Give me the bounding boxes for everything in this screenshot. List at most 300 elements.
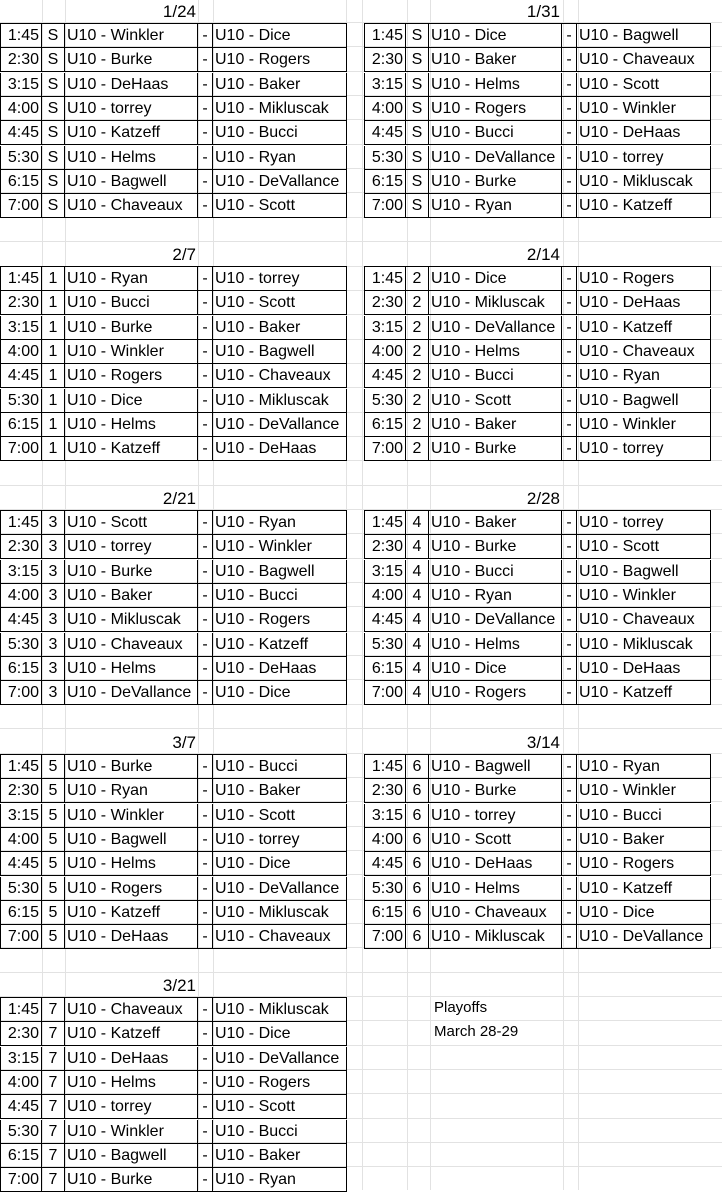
- away-team: U10 - Dice: [213, 681, 347, 705]
- field: S: [42, 194, 65, 218]
- separator: -: [198, 1095, 213, 1119]
- game-time: 5:30: [364, 146, 406, 170]
- game-row: [364, 267, 711, 291]
- game-row: [0, 998, 347, 1022]
- separator: -: [562, 804, 577, 828]
- field: 1: [42, 267, 65, 291]
- game-row: [0, 1144, 347, 1168]
- home-team: U10 - Burke: [65, 316, 198, 340]
- week-schedule-table: [0, 487, 347, 707]
- separator: -: [562, 24, 577, 48]
- separator: -: [562, 633, 577, 657]
- field: 2: [406, 340, 429, 364]
- game-time: 4:00: [364, 340, 406, 364]
- field: 6: [406, 925, 429, 949]
- field: 1: [42, 291, 65, 315]
- home-team: U10 - DeVallance: [429, 608, 562, 632]
- field: 3: [42, 681, 65, 705]
- home-team: U10 - Burke: [65, 755, 198, 779]
- field: S: [406, 24, 429, 48]
- field: 4: [406, 560, 429, 584]
- game-row: [364, 608, 711, 632]
- field: 7: [42, 998, 65, 1022]
- separator: -: [198, 291, 213, 315]
- game-time: 5:30: [0, 1120, 42, 1144]
- separator: -: [198, 584, 213, 608]
- away-team: U10 - Winkler: [577, 413, 711, 437]
- game-time: 7:00: [364, 681, 406, 705]
- away-team: U10 - Scott: [213, 804, 347, 828]
- away-team: U10 - Chaveaux: [213, 925, 347, 949]
- away-team: U10 - Rogers: [577, 267, 711, 291]
- game-time: 4:00: [364, 97, 406, 121]
- home-team: U10 - Helms: [65, 1071, 198, 1095]
- home-team: U10 - Ryan: [65, 779, 198, 803]
- game-time: 3:15: [364, 316, 406, 340]
- away-team: U10 - Bucci: [213, 1120, 347, 1144]
- home-team: U10 - Katzeff: [65, 1022, 198, 1046]
- home-team: U10 - DeHaas: [65, 73, 198, 97]
- away-team: U10 - Katzeff: [577, 681, 711, 705]
- game-time: 5:30: [364, 877, 406, 901]
- game-row: [0, 97, 347, 121]
- game-row: [0, 535, 347, 559]
- away-team: U10 - Chaveaux: [577, 340, 711, 364]
- home-team: U10 - DeVallance: [429, 146, 562, 170]
- separator: -: [562, 755, 577, 779]
- game-time: 6:15: [0, 413, 42, 437]
- game-row: [364, 73, 711, 97]
- away-team: U10 - Winkler: [577, 584, 711, 608]
- separator: -: [198, 828, 213, 852]
- separator: -: [562, 560, 577, 584]
- game-time: 3:15: [0, 560, 42, 584]
- game-time: 5:30: [364, 633, 406, 657]
- week-date-header: 1/24: [162, 2, 196, 21]
- week-date-header: 3/7: [172, 733, 196, 752]
- game-row: [0, 633, 347, 657]
- game-time: 1:45: [0, 267, 42, 291]
- away-team: U10 - Ryan: [213, 1168, 347, 1192]
- game-time: 4:45: [364, 121, 406, 145]
- game-row: [364, 24, 711, 48]
- game-row: [0, 657, 347, 681]
- game-row: [364, 170, 711, 194]
- grid-row-line: [0, 728, 722, 729]
- away-team: U10 - Ryan: [577, 364, 711, 388]
- away-team: U10 - Katzeff: [213, 633, 347, 657]
- home-team: U10 - Ryan: [429, 584, 562, 608]
- home-team: U10 - Burke: [65, 560, 198, 584]
- field: 2: [406, 413, 429, 437]
- home-team: U10 - Burke: [429, 779, 562, 803]
- week-date-header: 3/21: [162, 976, 196, 995]
- game-time: 7:00: [0, 1168, 42, 1192]
- game-time: 7:00: [364, 194, 406, 218]
- game-time: 3:15: [364, 560, 406, 584]
- game-time: 4:45: [0, 852, 42, 876]
- away-team: U10 - Winkler: [577, 779, 711, 803]
- game-row: [0, 316, 347, 340]
- game-time: 4:45: [0, 121, 42, 145]
- week-schedule-table: [364, 731, 711, 951]
- game-time: 6:15: [364, 901, 406, 925]
- separator: -: [198, 1120, 213, 1144]
- away-team: U10 - Rogers: [213, 608, 347, 632]
- home-team: U10 - torrey: [65, 1095, 198, 1119]
- away-team: U10 - Dice: [577, 901, 711, 925]
- away-team: U10 - Dice: [213, 24, 347, 48]
- home-team: U10 - Winkler: [65, 24, 198, 48]
- home-team: U10 - Katzeff: [65, 121, 198, 145]
- field: 1: [42, 437, 65, 461]
- away-team: U10 - DeVallance: [213, 877, 347, 901]
- away-team: U10 - DeVallance: [213, 170, 347, 194]
- home-team: U10 - Scott: [429, 389, 562, 413]
- separator: -: [198, 852, 213, 876]
- separator: -: [198, 389, 213, 413]
- game-time: 4:45: [364, 608, 406, 632]
- game-row: [364, 511, 711, 535]
- field: 4: [406, 608, 429, 632]
- home-team: U10 - Mikluscak: [429, 925, 562, 949]
- home-team: U10 - Helms: [429, 340, 562, 364]
- game-time: 6:15: [364, 413, 406, 437]
- home-team: U10 - Baker: [429, 48, 562, 72]
- game-time: 2:30: [364, 535, 406, 559]
- field: 4: [406, 633, 429, 657]
- field: 6: [406, 804, 429, 828]
- home-team: U10 - Bucci: [429, 560, 562, 584]
- game-row: [364, 194, 711, 218]
- game-time: 6:15: [0, 657, 42, 681]
- game-time: 2:30: [0, 535, 42, 559]
- field: 6: [406, 852, 429, 876]
- separator: -: [198, 121, 213, 145]
- separator: -: [562, 146, 577, 170]
- game-row: [364, 877, 711, 901]
- away-team: U10 - Bagwell: [213, 560, 347, 584]
- separator: -: [198, 535, 213, 559]
- week-date-header: 2/7: [172, 245, 196, 264]
- home-team: U10 - Baker: [65, 584, 198, 608]
- separator: -: [198, 511, 213, 535]
- separator: -: [562, 170, 577, 194]
- game-time: 7:00: [0, 681, 42, 705]
- separator: -: [198, 1144, 213, 1168]
- away-team: U10 - torrey: [213, 267, 347, 291]
- separator: -: [198, 608, 213, 632]
- home-team: U10 - Helms: [65, 146, 198, 170]
- away-team: U10 - Baker: [213, 779, 347, 803]
- field: 4: [406, 681, 429, 705]
- away-team: U10 - Ryan: [213, 146, 347, 170]
- home-team: U10 - Mikluscak: [429, 291, 562, 315]
- home-team: U10 - torrey: [65, 535, 198, 559]
- game-time: 2:30: [364, 291, 406, 315]
- week-date-header: 1/31: [526, 2, 560, 21]
- game-row: [0, 194, 347, 218]
- away-team: U10 - Scott: [213, 1095, 347, 1119]
- separator: -: [198, 755, 213, 779]
- away-team: U10 - Mikluscak: [213, 998, 347, 1022]
- separator: -: [198, 560, 213, 584]
- game-time: 3:15: [364, 804, 406, 828]
- field: 5: [42, 779, 65, 803]
- away-team: U10 - Ryan: [577, 755, 711, 779]
- away-team: U10 - Winkler: [577, 97, 711, 121]
- separator: -: [562, 657, 577, 681]
- away-team: U10 - Bucci: [213, 121, 347, 145]
- game-row: [364, 633, 711, 657]
- field: S: [42, 170, 65, 194]
- game-row: [364, 389, 711, 413]
- game-row: [0, 828, 347, 852]
- away-team: U10 - torrey: [577, 511, 711, 535]
- separator: -: [562, 584, 577, 608]
- home-team: U10 - torrey: [429, 804, 562, 828]
- separator: -: [198, 1071, 213, 1095]
- field: S: [406, 73, 429, 97]
- home-team: U10 - Rogers: [429, 97, 562, 121]
- separator: -: [562, 389, 577, 413]
- field: 2: [406, 267, 429, 291]
- separator: -: [562, 828, 577, 852]
- game-row: [0, 804, 347, 828]
- game-row: [0, 1095, 347, 1119]
- field: 6: [406, 877, 429, 901]
- home-team: U10 - Ryan: [65, 267, 198, 291]
- field: 2: [406, 389, 429, 413]
- game-time: 4:00: [0, 1071, 42, 1095]
- separator: -: [198, 633, 213, 657]
- home-team: U10 - Ryan: [429, 194, 562, 218]
- game-time: 6:15: [364, 657, 406, 681]
- separator: -: [198, 1022, 213, 1046]
- away-team: U10 - Mikluscak: [577, 170, 711, 194]
- field: 3: [42, 511, 65, 535]
- away-team: U10 - torrey: [213, 828, 347, 852]
- away-team: U10 - Rogers: [213, 48, 347, 72]
- away-team: U10 - Katzeff: [577, 316, 711, 340]
- game-row: [364, 121, 711, 145]
- game-row: [0, 291, 347, 315]
- separator: -: [562, 608, 577, 632]
- game-time: 2:30: [364, 779, 406, 803]
- game-time: 2:30: [0, 48, 42, 72]
- field: S: [42, 48, 65, 72]
- separator: -: [198, 48, 213, 72]
- game-time: 4:00: [364, 584, 406, 608]
- game-row: [0, 413, 347, 437]
- away-team: U10 - Bucci: [213, 584, 347, 608]
- separator: -: [198, 681, 213, 705]
- game-row: [364, 901, 711, 925]
- game-row: [364, 413, 711, 437]
- game-row: [364, 340, 711, 364]
- game-time: 2:30: [364, 48, 406, 72]
- home-team: U10 - DeHaas: [429, 852, 562, 876]
- game-time: 3:15: [0, 73, 42, 97]
- separator: -: [562, 340, 577, 364]
- home-team: U10 - Helms: [65, 657, 198, 681]
- separator: -: [562, 413, 577, 437]
- game-row: [0, 681, 347, 705]
- home-team: U10 - Chaveaux: [65, 998, 198, 1022]
- home-team: U10 - Helms: [65, 413, 198, 437]
- week-schedule-table: [0, 0, 347, 220]
- game-time: 1:45: [364, 24, 406, 48]
- separator: -: [562, 535, 577, 559]
- game-row: [0, 608, 347, 632]
- separator: -: [198, 340, 213, 364]
- away-team: U10 - Bagwell: [577, 389, 711, 413]
- away-team: U10 - Scott: [577, 73, 711, 97]
- away-team: U10 - torrey: [577, 437, 711, 461]
- game-time: 2:30: [0, 779, 42, 803]
- separator: -: [562, 194, 577, 218]
- game-time: 3:15: [0, 1047, 42, 1071]
- playoffs-dates: March 28-29: [434, 1023, 519, 1040]
- away-team: U10 - Ryan: [213, 511, 347, 535]
- game-row: [0, 755, 347, 779]
- separator: -: [198, 316, 213, 340]
- home-team: U10 - Rogers: [65, 364, 198, 388]
- away-team: U10 - Katzeff: [577, 877, 711, 901]
- home-team: U10 - Dice: [429, 657, 562, 681]
- field: 5: [42, 901, 65, 925]
- field: 6: [406, 755, 429, 779]
- field: S: [406, 170, 429, 194]
- field: 7: [42, 1022, 65, 1046]
- away-team: U10 - Bucci: [577, 804, 711, 828]
- home-team: U10 - Dice: [429, 24, 562, 48]
- game-row: [364, 146, 711, 170]
- separator: -: [198, 413, 213, 437]
- away-team: U10 - DeVallance: [213, 413, 347, 437]
- field: 7: [42, 1095, 65, 1119]
- grid-column-line: [362, 0, 363, 1190]
- game-row: [364, 657, 711, 681]
- field: 6: [406, 901, 429, 925]
- field: S: [406, 146, 429, 170]
- home-team: U10 - Helms: [65, 852, 198, 876]
- separator: -: [198, 877, 213, 901]
- separator: -: [562, 291, 577, 315]
- game-row: [0, 1071, 347, 1095]
- game-row: [0, 877, 347, 901]
- away-team: U10 - Rogers: [213, 1071, 347, 1095]
- away-team: U10 - Chaveaux: [577, 608, 711, 632]
- separator: -: [198, 657, 213, 681]
- game-time: 1:45: [364, 267, 406, 291]
- field: 4: [406, 657, 429, 681]
- separator: -: [198, 925, 213, 949]
- game-time: 7:00: [0, 437, 42, 461]
- game-time: 2:30: [0, 1022, 42, 1046]
- away-team: U10 - DeHaas: [577, 121, 711, 145]
- field: 7: [42, 1120, 65, 1144]
- game-row: [0, 560, 347, 584]
- field: 4: [406, 511, 429, 535]
- home-team: U10 - Helms: [429, 633, 562, 657]
- separator: -: [562, 925, 577, 949]
- home-team: U10 - Bucci: [65, 291, 198, 315]
- game-time: 7:00: [0, 194, 42, 218]
- game-time: 4:45: [364, 364, 406, 388]
- field: 7: [42, 1047, 65, 1071]
- field: 3: [42, 535, 65, 559]
- field: S: [42, 24, 65, 48]
- away-team: U10 - Bagwell: [577, 24, 711, 48]
- away-team: U10 - Mikluscak: [213, 389, 347, 413]
- field: S: [406, 97, 429, 121]
- game-time: 1:45: [0, 24, 42, 48]
- separator: -: [198, 73, 213, 97]
- game-time: 4:00: [0, 340, 42, 364]
- game-time: 4:45: [364, 852, 406, 876]
- game-time: 5:30: [0, 633, 42, 657]
- away-team: U10 - Scott: [577, 535, 711, 559]
- home-team: U10 - Dice: [65, 389, 198, 413]
- game-row: [364, 560, 711, 584]
- home-team: U10 - Winkler: [65, 1120, 198, 1144]
- away-team: U10 - Mikluscak: [213, 97, 347, 121]
- game-time: 4:45: [0, 1095, 42, 1119]
- field: 2: [406, 437, 429, 461]
- game-row: [364, 48, 711, 72]
- game-row: [364, 97, 711, 121]
- game-time: 4:45: [0, 608, 42, 632]
- game-row: [0, 779, 347, 803]
- game-row: [364, 316, 711, 340]
- home-team: U10 - Bagwell: [65, 1144, 198, 1168]
- separator: -: [198, 901, 213, 925]
- game-row: [0, 901, 347, 925]
- separator: -: [198, 170, 213, 194]
- game-time: 2:30: [0, 291, 42, 315]
- home-team: U10 - Winkler: [65, 804, 198, 828]
- home-team: U10 - Burke: [429, 437, 562, 461]
- separator: -: [562, 852, 577, 876]
- game-row: [0, 1168, 347, 1192]
- field: S: [42, 97, 65, 121]
- separator: -: [198, 804, 213, 828]
- away-team: U10 - Katzeff: [577, 194, 711, 218]
- home-team: U10 - Katzeff: [65, 901, 198, 925]
- game-time: 5:30: [0, 389, 42, 413]
- field: S: [406, 48, 429, 72]
- game-time: 3:15: [364, 73, 406, 97]
- game-row: [364, 291, 711, 315]
- game-row: [364, 437, 711, 461]
- game-row: [0, 340, 347, 364]
- away-team: U10 - Bucci: [213, 755, 347, 779]
- separator: -: [198, 1168, 213, 1192]
- separator: -: [198, 24, 213, 48]
- game-row: [0, 73, 347, 97]
- field: 5: [42, 877, 65, 901]
- game-time: 1:45: [364, 755, 406, 779]
- away-team: U10 - Mikluscak: [577, 633, 711, 657]
- home-team: U10 - Rogers: [65, 877, 198, 901]
- game-time: 1:45: [364, 511, 406, 535]
- game-row: [0, 24, 347, 48]
- game-row: [0, 364, 347, 388]
- game-time: 4:00: [0, 828, 42, 852]
- separator: -: [562, 97, 577, 121]
- game-time: 5:30: [0, 146, 42, 170]
